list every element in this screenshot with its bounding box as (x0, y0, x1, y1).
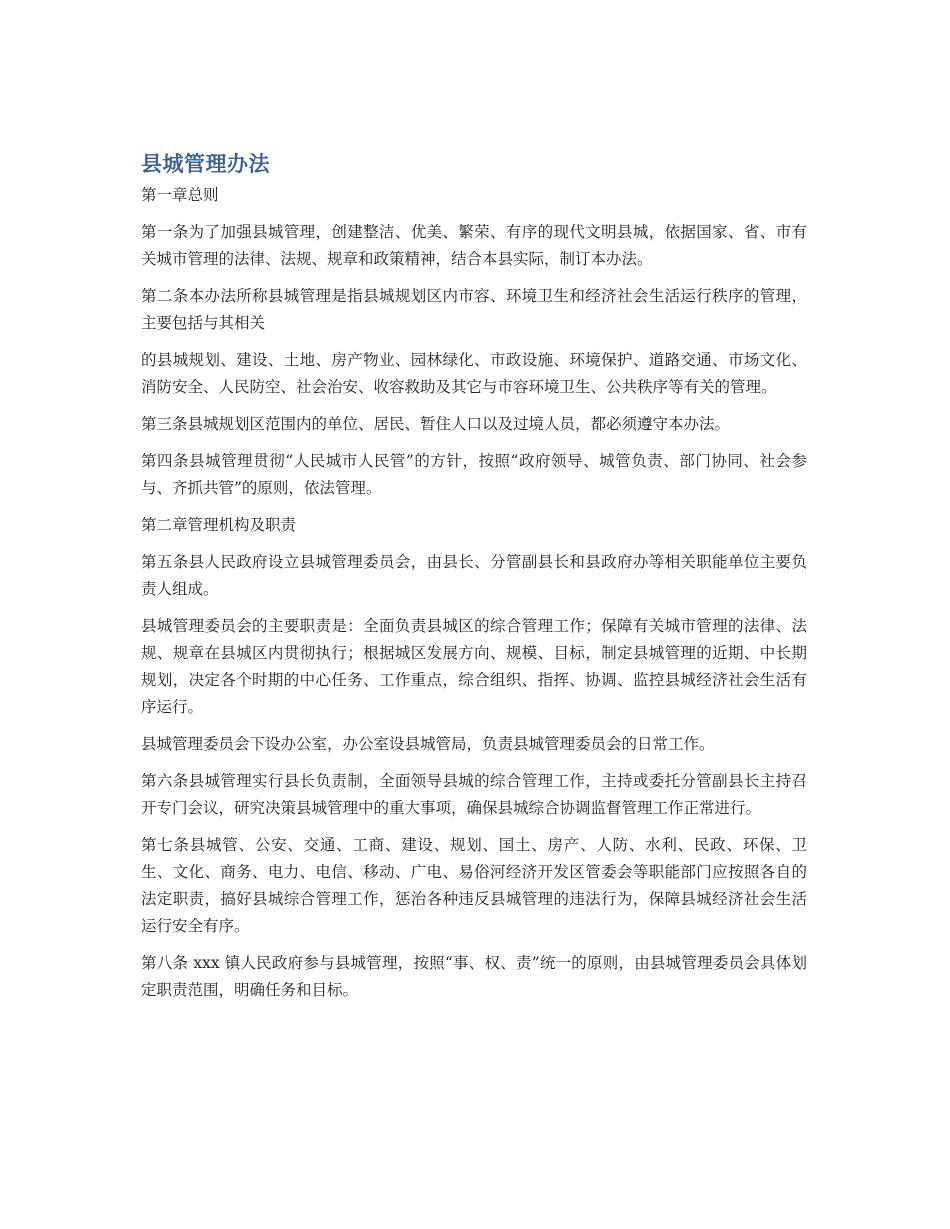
document-page (141, 150, 807, 1014)
article-paragraph: 县城管理委员会下设办公室，办公室设县城管局，负责县城管理委员会的日常工作。 (141, 735, 715, 753)
article-paragraph: 第四条县城管理贯彻“人民城市人民管”的方针，按照“政府领导、城管负责、部门协同、社会参与、齐抓共管”的原则，依法管理。 (141, 452, 807, 497)
article-paragraph: 第七条县城管、公安、交通、工商、建设、规划、国土、房产、人防、水利、民政、环保、卫生、文化、商务、电力、电信、移动、广电、易俗河经济开发区管委会等职能部门应按照各自的法定职责，搞好县城综合管理工作，惩治各种违反县城管理的违法行为，保障县城经济社会生活运行安全有序。 (141, 836, 807, 935)
article-paragraph: 第八条 xxx 镇人民政府参与县城管理，按照“事、权、责”统一的原则，由县城管理委员会具体划定职责范围，明确任务和目标。 (141, 954, 807, 999)
document-title: 县城管理办法 (141, 152, 270, 176)
chapter-heading: 第二章管理机构及职责 (141, 516, 297, 534)
article-paragraph: 第六条县城管理实行县长负责制，全面领导县城的综合管理工作，主持或委托分管副县长主持召开专门会议，研究决策县城管理中的重大事项，确保县城综合协调监督管理工作正常进行。 (141, 772, 807, 817)
chapter-heading: 第一章总则 (141, 186, 219, 204)
article-paragraph: 的县城规划、建设、土地、房产物业、园林绿化、市政设施、环境保护、道路交通、市场文化、消防安全、人民防空、社会治安、收容救助及其它与市容环境卫生、公共秩序等有关的管理。 (141, 351, 807, 396)
article-paragraph: 第一条为了加强县城管理，创建整洁、优美、繁荣、有序的现代文明县城，依据国家、省、市有关城市管理的法律、法规、规章和政策精神，结合本县实际，制订本办法。 (141, 223, 807, 268)
article-paragraph: 第五条县人民政府设立县城管理委员会，由县长、分管副县长和县政府办等相关职能单位主要负责人组成。 (141, 553, 807, 598)
article-paragraph: 第二条本办法所称县城管理是指县城规划区内市容、环境卫生和经济社会生活运行秩序的管理，主要包括与其相关 (141, 287, 807, 332)
article-paragraph: 第三条县城规划区范围内的单位、居民、暂住人口以及过境人员，都必须遵守本办法。 (141, 415, 731, 433)
article-paragraph: 县城管理委员会的主要职责是：全面负责县城区的综合管理工作；保障有关城市管理的法律、法规、规章在县城区内贯彻执行；根据城区发展方向、规模、目标，制定县城管理的近期、中长期规划，决定各个时期的中心任务、工作重点，综合组织、指挥、协调、监控县城经济社会生活有序运行。 (141, 617, 807, 716)
